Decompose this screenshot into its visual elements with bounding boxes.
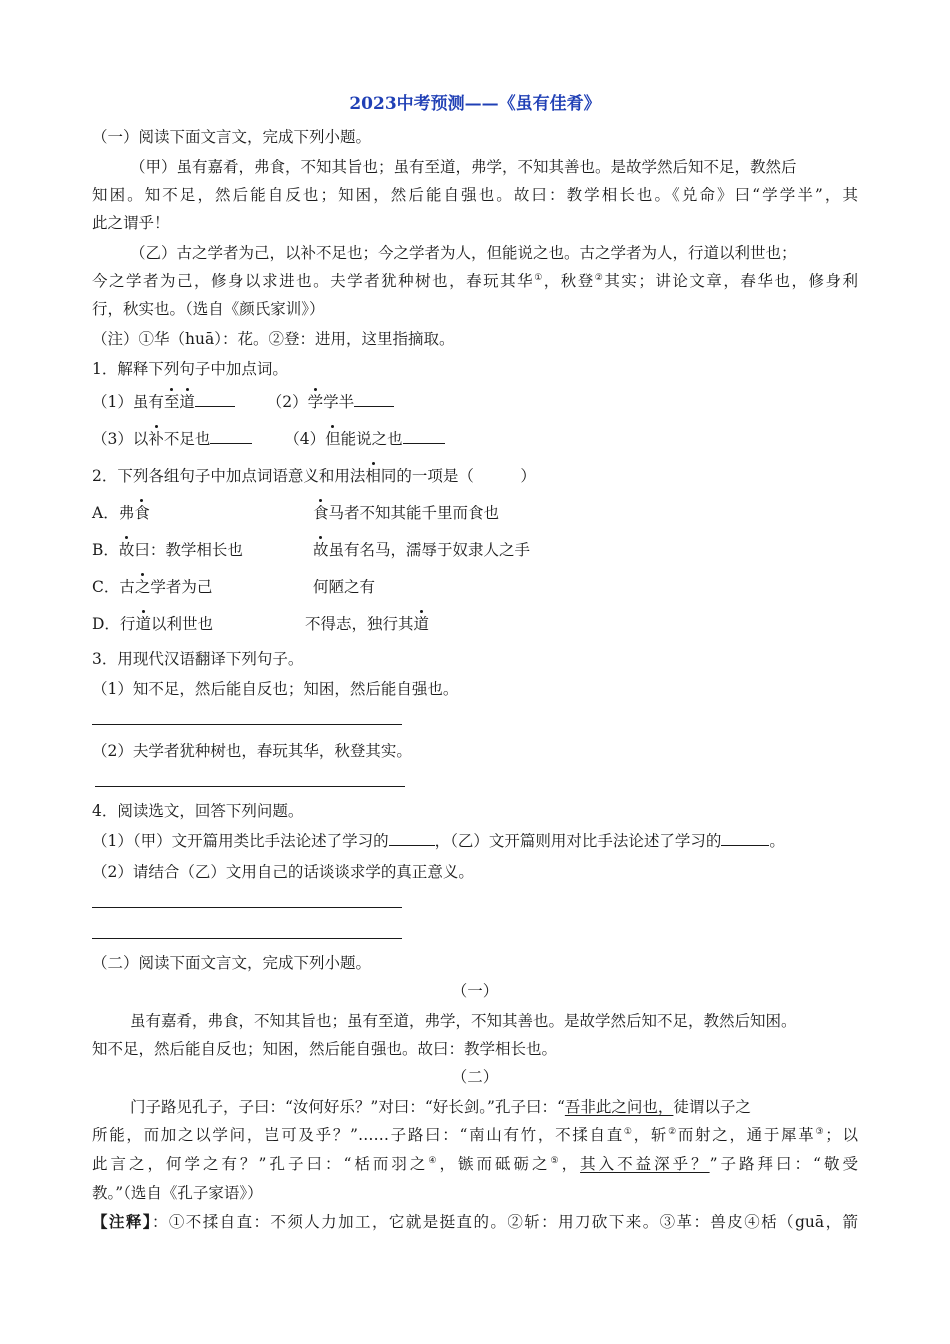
subsection-two-label: （二） <box>451 1068 499 1086</box>
answer-blank[interactable] <box>389 831 435 846</box>
section-two-heading: （二）阅读下面文言文，完成下列小题。 <box>92 954 372 972</box>
option-d[interactable]: D．行道以利世也 <box>92 615 213 633</box>
question-3-stem: 3．用现代汉语翻译下列句子。 <box>92 650 304 668</box>
passage-jia-line-2: 知困。知不足，然后能自反也；知困，然后能自强也。故曰：教学相长也。《兑命》曰“学学半”，其 <box>92 186 858 204</box>
answer-blank[interactable] <box>354 392 394 407</box>
question-3-sentence-1: （1）知不足，然后能自反也；知困，然后能自强也。 <box>92 680 459 698</box>
question-4-item-1: （1）（甲）文开篇用类比手法论述了学习的 ，（乙）文开篇则用对比手法论述了学习的 。 <box>92 832 785 850</box>
underlined-phrase: 吾非此之问也， <box>564 1098 674 1116</box>
annotation-footnote: 【注释】：①不揉自直：不须人力加工，它就是挺直的。②斩：用刀砍下来。③革：兽皮④栝（guā，箭 <box>92 1212 858 1231</box>
passage-two-line-2: 所能，而加之以学问，岂可及乎？”……子路曰：“南山有竹，不揉自直①，斩②而射之，通于犀革③；以 <box>92 1126 858 1144</box>
passage-yi-line-1: （乙）古之学者为己，以补不足也；今之学者为人，但能说之也。古之学者为人，行道以利世也； <box>130 244 797 262</box>
option-c[interactable]: C．古之学者为己 <box>92 578 213 596</box>
question-1-row-1: （1）虽有至道 （2）学学半 <box>92 392 394 412</box>
answer-blank[interactable] <box>403 429 445 444</box>
subsection-one-label: （一） <box>451 982 499 1000</box>
question-1-stem: 1．解释下列句子中加点词。 <box>92 360 288 378</box>
answer-line[interactable] <box>92 938 402 939</box>
answer-blank[interactable] <box>210 429 252 444</box>
answer-blank[interactable] <box>195 392 235 407</box>
question-4-stem: 4．阅读选文，回答下列问题。 <box>92 802 304 820</box>
option-a-compare: 食马者不知其能千里而食也 <box>313 504 500 522</box>
question-3-sentence-2: （2）夫学者犹种树也，春玩其华，秋登其实。 <box>92 742 412 760</box>
passage-jia-line-3: 此之谓乎！ <box>92 214 170 232</box>
underlined-phrase: 其入不益深乎？ <box>580 1155 710 1173</box>
option-b-compare: 故虽有名马，濡辱于奴隶人之手 <box>313 541 531 559</box>
option-a[interactable]: A．弗食 <box>92 504 150 522</box>
passage-one-line-1: 虽有嘉肴，弗食，不知其旨也；虽有至道，弗学，不知其善也。是故学然后知不足，教然后知困。 <box>130 1012 797 1030</box>
section-one-heading: （一）阅读下面文言文，完成下列小题。 <box>92 128 372 146</box>
answer-line[interactable] <box>95 786 405 787</box>
annotation-note: （注）①华（huā）：花。②登：进用，这里指摘取。 <box>92 330 455 348</box>
passage-yi-line-2: 今之学者为己，修身以求进也。夫学者犹种树也，春玩其华①，秋登②其实；讲论文章，春华也，修身利 <box>92 272 858 290</box>
question-2-stem: 2．下列各组句子中加点词语意义和用法相同的一项是（ ） <box>92 467 536 485</box>
document-title: 2023中考预测——《虽有佳肴》 <box>349 94 601 114</box>
passage-two-line-1: 门子路见孔子，子曰：“汝何好乐？”对曰：“好长剑。”孔子曰：“吾非此之问也，徒谓以子之 <box>130 1098 751 1116</box>
option-b[interactable]: B．故曰：教学相长也 <box>92 541 243 559</box>
passage-two-line-3: 此言之，何学之有？”孔子曰：“栝而羽之④，镞而砥砺之⑤，其入不益深乎？”子路拜曰：“敬受 <box>92 1155 858 1173</box>
answer-line[interactable] <box>92 724 402 725</box>
question-1-row-2: （3）以补不足也 （4）但能说之也 <box>92 429 445 449</box>
answer-line[interactable] <box>92 907 402 908</box>
passage-jia-line-1: （甲）虽有嘉肴，弗食，不知其旨也；虽有至道，弗学，不知其善也。是故学然后知不足，教然后 <box>130 158 797 176</box>
answer-blank[interactable] <box>721 831 769 846</box>
passage-yi-line-3: 行，秋实也。（选自《颜氏家训》） <box>92 300 325 318</box>
option-c-compare: 何陋之有 <box>313 578 376 596</box>
question-4-item-2: （2）请结合（乙）文用自己的话谈谈求学的真正意义。 <box>92 863 474 881</box>
option-d-compare: 不得志，独行其道 <box>305 615 430 633</box>
passage-one-line-2: 知不足，然后能自反也；知困，然后能自强也。故曰：教学相长也。 <box>92 1040 558 1058</box>
passage-two-line-4: 教。”（选自《孔子家语》） <box>92 1184 263 1202</box>
